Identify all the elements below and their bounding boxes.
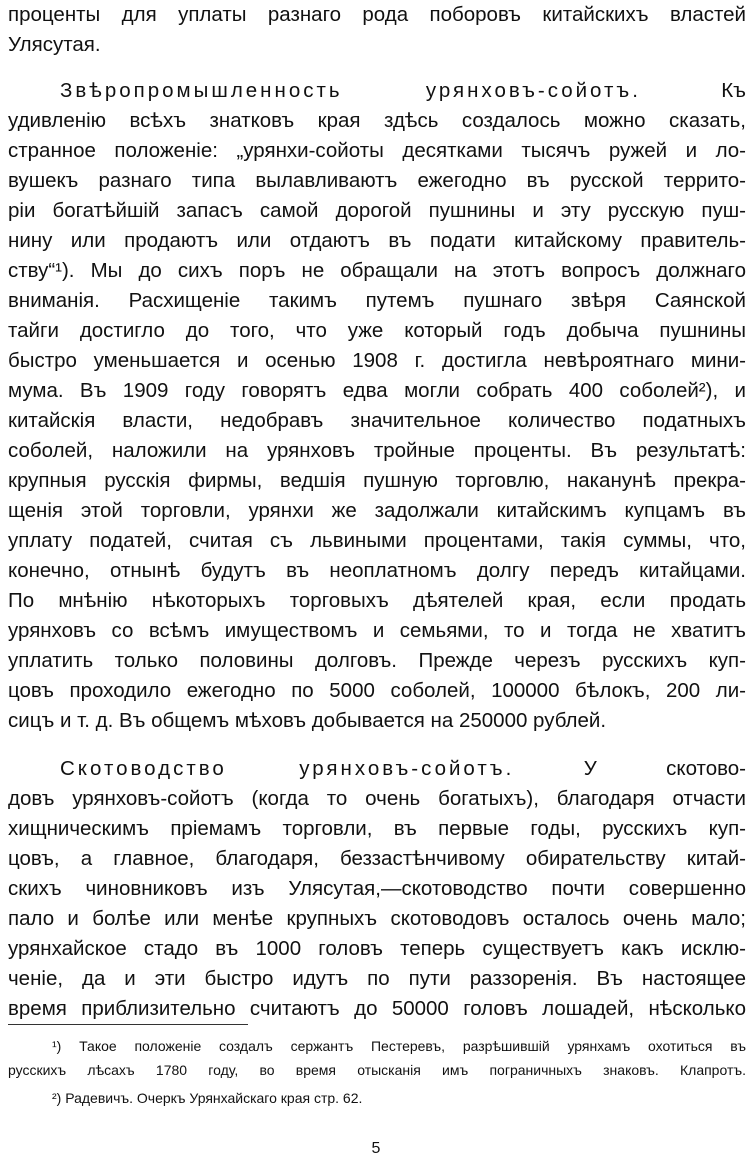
text-line: Улясутая. <box>8 33 101 56</box>
text-line: урянховъ со всѣмъ имуществомъ и семьями, то и тогда не хватитъ <box>8 619 746 642</box>
text-line: уплатить только половины долговъ. Прежде черезъ русскихъ куп- <box>8 649 746 672</box>
text-line: ству“¹). Мы до сихъ поръ не обращали на этотъ вопросъ должнаго <box>8 259 746 282</box>
section-heading-cattle-breeding: Скотоводство урянховъ-сойотъ. <box>60 757 515 780</box>
text-line: довъ урянховъ-сойотъ (когда то очень богатыхъ), благодаря отчасти <box>8 787 746 810</box>
text-line: ріи богатѣйшій запасъ самой дорогой пушнины и эту русскую пуш- <box>8 199 746 222</box>
text-line: нину или продаютъ или отдаютъ въ подати китайскому правитель- <box>8 229 746 252</box>
text-line: урянхайское стадо въ 1000 головъ теперь существуетъ какъ исклю- <box>8 937 746 960</box>
text-line: сицъ и т. д. Въ общемъ мѣховъ добывается на 250000 рублей. <box>8 709 607 732</box>
text-line: крупныя русскія фирмы, ведшія пушную торговлю, наканунѣ прекра- <box>8 469 746 492</box>
text-line: странное положеніе: „урянхи-сойоты десятками тысячъ ружей и ло- <box>8 139 746 162</box>
text-line: щенія этой торговли, урянхи же задолжали китайскимъ купцамъ въ <box>8 499 746 522</box>
text-line: китайскія власти, недобравъ значительное количество податныхъ <box>8 409 746 432</box>
section-heading-line <box>8 754 746 784</box>
text-line: быстро уменьшается и осенью 1908 г. достигла невѣроятнаго мини- <box>8 349 746 372</box>
footnote-1-line-1: ¹) Такое положеніе создалъ сержантъ Пестеревъ, разрѣшившій урянхамъ охотиться въ <box>52 1038 746 1054</box>
text-line: конечно, отнынѣ будутъ въ неоплатномъ долгу передъ китайцами. <box>8 559 746 582</box>
page-number: 5 <box>371 1140 381 1157</box>
text-line: тайги достигло до того, что уже который годъ добыча пушнины <box>8 319 746 342</box>
text-line: По мнѣнію нѣкоторыхъ торговыхъ дѣятелей края, если продать <box>8 589 746 612</box>
text-line: удивленію всѣхъ знатковъ края здѣсь создалось можно сказать, <box>8 109 746 132</box>
text-line: скихъ чиновниковъ изъ Улясутая,—скотоводство почти совершенно <box>8 877 746 900</box>
text-line: соболей, наложили на урянховъ тройные проценты. Въ результатѣ: <box>8 439 746 462</box>
text-line: время приблизительно считаютъ до 50000 головъ лошадей, нѣсколько <box>8 997 746 1020</box>
section-heading-line <box>8 76 746 106</box>
text-line: мума. Въ 1909 году говорятъ едва могли собрать 400 соболей²), и <box>8 379 746 402</box>
text-fragment: Къ <box>721 79 746 102</box>
text-line: цовъ, а главное, благодаря, беззастѣнчивому обирательству китай- <box>8 847 746 870</box>
footnote-divider <box>8 1024 248 1025</box>
footnote-2: ²) Радевичъ. Очеркъ Урянхайскаго края стр. 62. <box>52 1090 363 1106</box>
text-line: уплату податей, считая съ львиными процентами, такія суммы, что, <box>8 529 746 552</box>
text-line: хищническимъ пріемамъ торговли, въ первые годы, русскихъ куп- <box>8 817 746 840</box>
text-line: вушекъ разнаго типа вылавливаютъ ежегодно въ русской террито- <box>8 169 746 192</box>
text-line: вниманія. Расхищеніе такимъ путемъ пушнаго звѣря Саянской <box>8 289 746 312</box>
text-line: ченіе, да и эти быстро идутъ по пути раззоренія. Въ настоящее <box>8 967 746 990</box>
footnote-1-line-2: русскихъ лѣсахъ 1780 году, во время отысканія имъ пограничныхъ знаковъ. Клапротъ. <box>8 1062 746 1078</box>
text-line: пало и болѣе или менѣе крупныхъ скотоводовъ осталось очень мало; <box>8 907 746 930</box>
text-fragment: У скотово- <box>583 757 746 780</box>
section-heading-fur-trade: Звѣропромышленность урянховъ-сойотъ. <box>60 79 641 102</box>
text-line: проценты для уплаты разнаго рода поборовъ китайскихъ властей <box>8 3 746 26</box>
text-line: цовъ проходило ежегодно по 5000 соболей, 100000 бѣлокъ, 200 ли- <box>8 679 746 702</box>
